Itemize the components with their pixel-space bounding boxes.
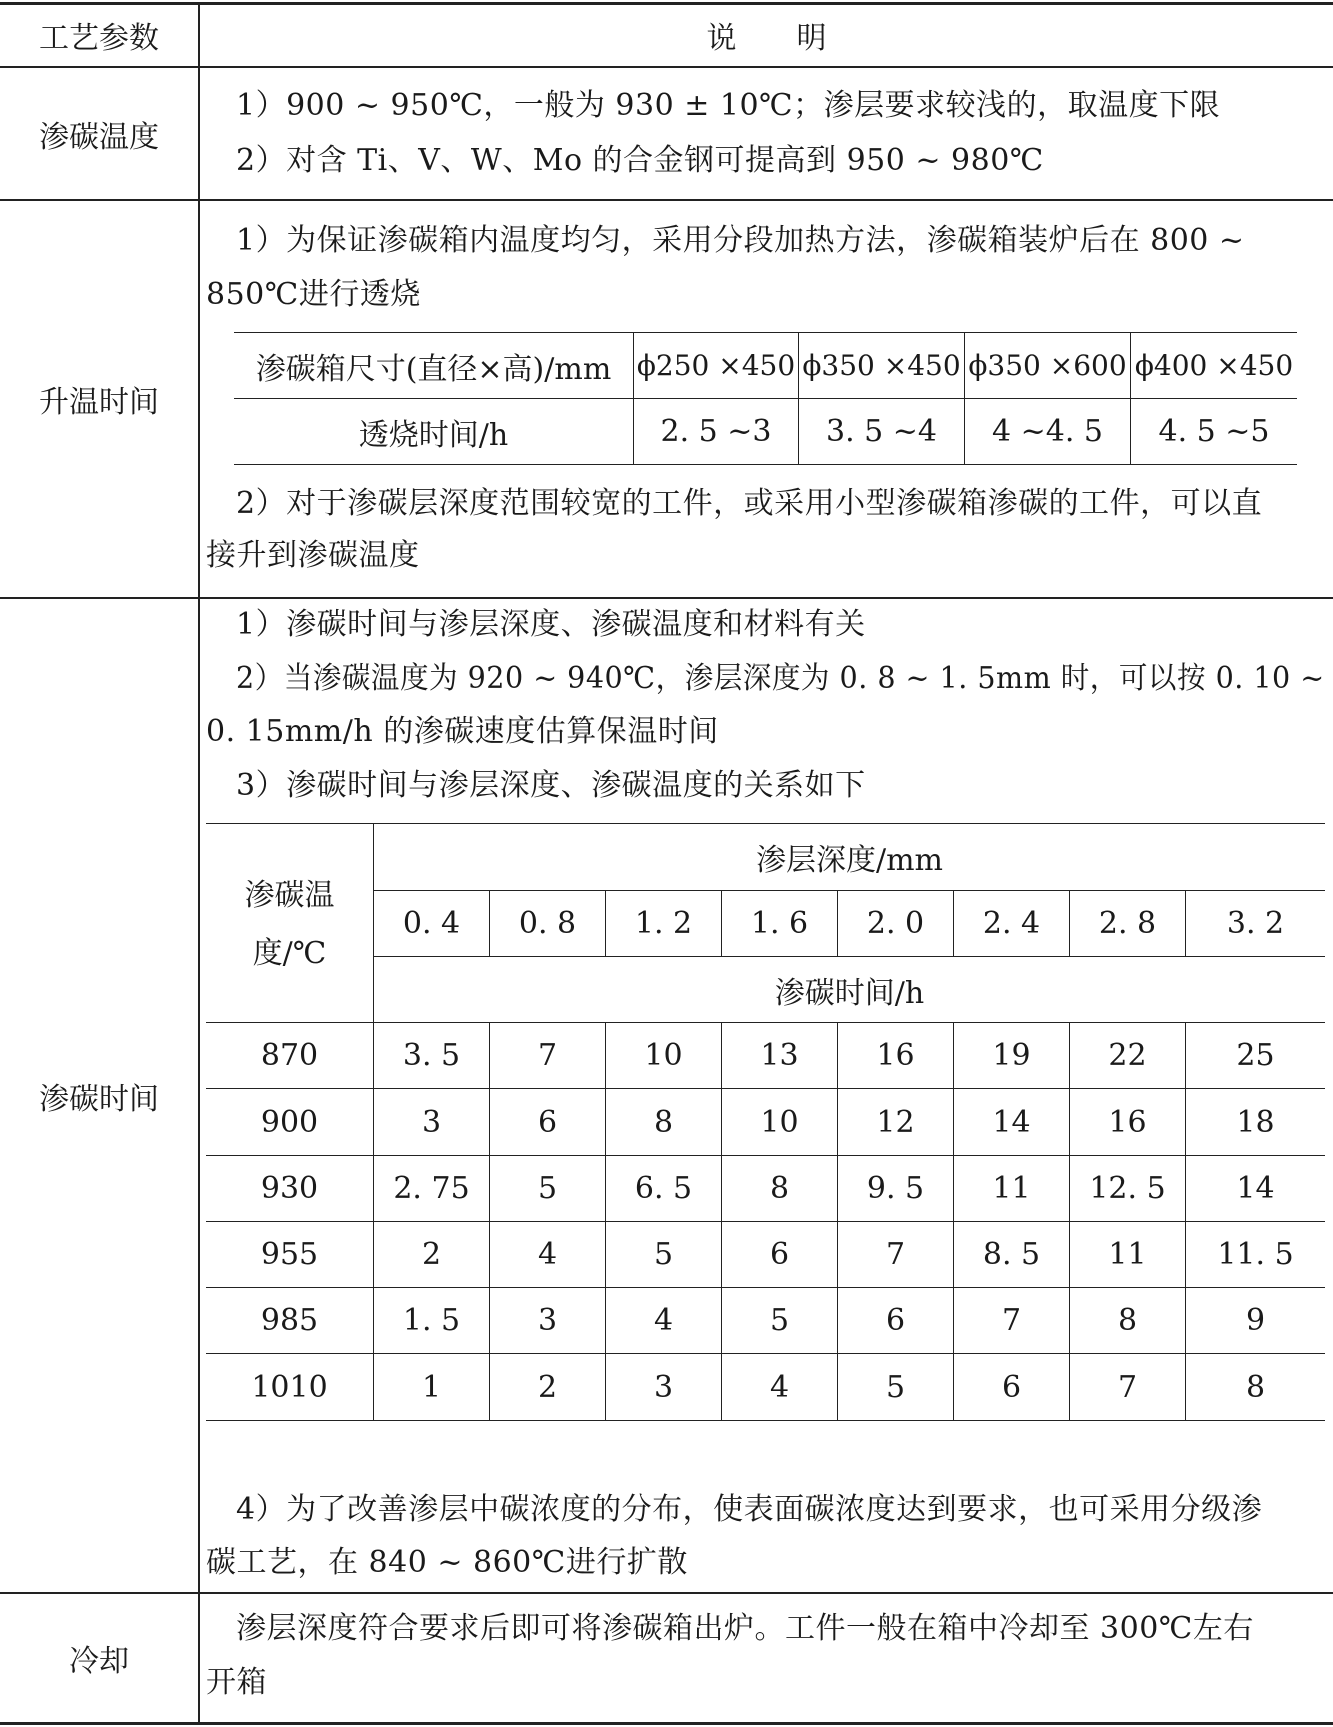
heat-line-2: 850℃进行透烧 [206, 277, 421, 312]
rule-col-divider [198, 2, 200, 1723]
carb-cell: 4 [537, 1237, 558, 1272]
time-line-3: 0. 15mm/h 的渗碳速度估算保温时间 [206, 714, 719, 749]
temp-line-2: 2）对含 Ti、V、W、Mo 的合金钢可提高到 950 ~ 980℃ [236, 143, 1044, 178]
carb-row-temp: 1010 [251, 1369, 328, 1405]
carb-cell: 3 [421, 1104, 442, 1140]
carb-cell: 2. 75 [393, 1171, 470, 1206]
label-heating-time: 升温时间 [39, 385, 159, 420]
header-param: 工艺参数 [39, 21, 159, 56]
carb-cell: 6 [1001, 1369, 1022, 1405]
carb-cell: 10 [760, 1104, 799, 1140]
soak-size-3: ϕ350 ×600 [968, 349, 1127, 382]
carb-cell: 14 [1236, 1171, 1275, 1206]
carb-cell: 5 [653, 1237, 674, 1272]
carb-cell: 7 [537, 1038, 558, 1073]
carb-cell: 8. 5 [982, 1237, 1041, 1272]
carb-cell: 9. 5 [866, 1171, 925, 1206]
carb-cell: 8 [1117, 1303, 1138, 1338]
carb-cell: 11 [1108, 1237, 1147, 1272]
carb-cell: 10 [644, 1038, 683, 1073]
carb-cell: 12 [876, 1104, 915, 1140]
heat-line-3: 2）对于渗碳层深度范围较宽的工件，或采用小型渗碳箱渗碳的工件，可以直 [236, 486, 1263, 521]
carb-depth-1: 0. 4 [402, 906, 461, 941]
soak-size-2: ϕ350 ×450 [802, 349, 961, 382]
carb-cell: 4 [769, 1369, 790, 1405]
carb-cell: 18 [1236, 1104, 1275, 1140]
carb-cell: 3 [653, 1369, 674, 1405]
carb-cell: 22 [1108, 1038, 1147, 1073]
carb-depth-5: 2. 0 [866, 906, 925, 941]
soak-time-3: 4 ~4. 5 [991, 414, 1103, 449]
carb-depth-8: 3. 2 [1226, 906, 1285, 941]
time-line-1: 1）渗碳时间与渗层深度、渗碳温度和材料有关 [236, 607, 866, 642]
carb-cell: 5 [885, 1369, 906, 1405]
carb-cell: 11. 5 [1217, 1237, 1294, 1272]
carb-row-temp: 900 [260, 1104, 319, 1140]
carb-cell: 5 [769, 1303, 790, 1338]
carb-cell: 8 [653, 1104, 674, 1140]
soak-time-4: 4. 5 ~5 [1158, 414, 1270, 449]
time-line-2: 2）当渗碳温度为 920 ~ 940℃，渗层深度为 0. 8 ~ 1. 5mm 时，可以按 0. 10 ~ [236, 661, 1325, 696]
label-cooling: 冷却 [69, 1644, 129, 1679]
soak-time-2: 3. 5 ~4 [825, 414, 937, 449]
carb-cell: 6 [769, 1237, 790, 1272]
label-temperature: 渗碳温度 [39, 119, 159, 155]
soak-size-1: ϕ250 ×450 [636, 349, 796, 382]
carb-cell: 2 [537, 1369, 558, 1405]
carb-cell: 16 [1108, 1104, 1147, 1140]
carb-depth-3: 1. 2 [634, 906, 693, 941]
carb-cell: 2 [421, 1237, 442, 1272]
carb-cell: 8 [769, 1171, 790, 1206]
carb-cell: 25 [1236, 1038, 1275, 1073]
carb-cell: 19 [992, 1038, 1031, 1073]
soak-size-label: 渗碳箱尺寸(直径×高)/mm [255, 351, 612, 387]
carb-temp-header-1: 渗碳温 [244, 878, 335, 913]
carb-cell: 7 [1001, 1303, 1022, 1338]
carb-depth-7: 2. 8 [1098, 906, 1157, 941]
time-line-5: 4）为了改善渗层中碳浓度的分布，使表面碳浓度达到要求，也可采用分级渗 [236, 1492, 1263, 1527]
header-desc: 说 明 [706, 21, 827, 56]
carb-cell: 4 [653, 1303, 674, 1338]
soak-time-1: 2. 5 ~3 [660, 414, 772, 449]
carb-cell: 7 [1117, 1369, 1138, 1405]
heat-line-4: 接升到渗碳温度 [206, 538, 420, 573]
carb-cell: 6 [885, 1303, 906, 1338]
carb-depth-4: 1. 6 [750, 906, 809, 941]
cool-line-1: 渗层深度符合要求后即可将渗碳箱出炉。工件一般在箱中冷却至 300℃左右 [236, 1611, 1254, 1646]
carb-cell: 13 [760, 1038, 799, 1073]
carb-cell: 16 [876, 1038, 915, 1073]
carb-cell: 12. 5 [1089, 1171, 1166, 1206]
soak-rule-bottom [234, 464, 1297, 465]
cool-line-2: 开箱 [206, 1665, 267, 1700]
label-carburizing-time: 渗碳时间 [39, 1081, 159, 1117]
carb-cell: 6. 5 [634, 1171, 693, 1206]
temp-line-1: 1）900 ~ 950℃，一般为 930 ± 10℃；渗层要求较浅的，取温度下限 [236, 88, 1221, 123]
carb-cell: 3 [537, 1303, 558, 1338]
carb-depth-2: 0. 8 [518, 906, 577, 941]
carb-temp-header-2: 度/℃ [252, 936, 327, 971]
carb-cell: 1 [421, 1369, 442, 1405]
carb-cell: 7 [885, 1237, 906, 1272]
carb-depth-header: 渗层深度/mm [755, 843, 943, 878]
carb-row-temp: 985 [260, 1303, 319, 1338]
soak-size-4: ϕ400 ×450 [1134, 349, 1294, 382]
carb-cell: 1. 5 [402, 1303, 461, 1338]
carb-depth-6: 2. 4 [982, 906, 1041, 941]
heat-line-1: 1）为保证渗碳箱内温度均匀，采用分段加热方法，渗碳箱装炉后在 800 ~ [236, 223, 1245, 258]
carb-time-header: 渗碳时间/h [774, 975, 925, 1011]
carb-cell: 3. 5 [402, 1038, 461, 1073]
carb-cell: 11 [992, 1171, 1031, 1206]
carb-cell: 14 [992, 1104, 1031, 1140]
time-line-4: 3）渗碳时间与渗层深度、渗碳温度的关系如下 [236, 768, 866, 803]
carb-rule-bottom [206, 1420, 1325, 1421]
carb-row-temp: 930 [260, 1171, 319, 1206]
soak-time-label: 透烧时间/h [358, 417, 509, 453]
time-line-6: 碳工艺，在 840 ~ 860℃进行扩散 [206, 1545, 688, 1580]
carb-row-temp: 870 [260, 1038, 319, 1073]
carb-cell: 8 [1245, 1369, 1266, 1405]
carb-cell: 9 [1245, 1303, 1266, 1338]
carb-row-temp: 955 [260, 1237, 319, 1272]
carb-cell: 6 [537, 1104, 558, 1140]
carb-cell: 5 [537, 1171, 558, 1206]
